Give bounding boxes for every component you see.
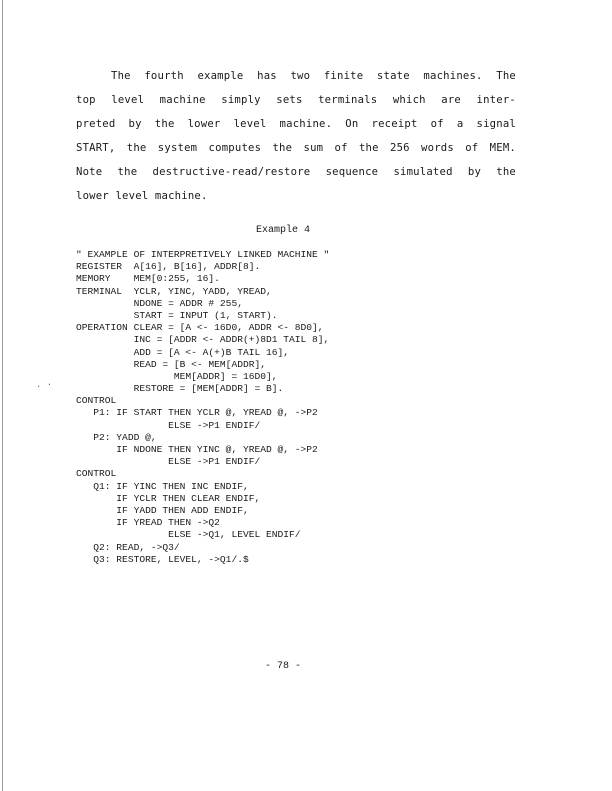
code-line: START = INPUT (1, START). <box>76 309 278 321</box>
intro-paragraph <box>76 64 516 208</box>
code-line: Q3: RESTORE, LEVEL, ->Q1/.$ <box>76 553 249 565</box>
code-line: NDONE = ADDR # 255, <box>76 297 243 309</box>
code-line: CONTROL <box>76 395 117 407</box>
code-line: P2: YADD @, <box>76 431 157 443</box>
code-listing <box>76 249 329 566</box>
margin-mark: . · <box>36 380 53 390</box>
code-line: ELSE ->Q1, LEVEL ENDIF/ <box>76 529 301 541</box>
code-line: " EXAMPLE OF INTERPRETIVELY LINKED MACHINE " <box>76 249 330 260</box>
code-line: READ = [B <- MEM[ADDR], <box>76 358 266 370</box>
example-heading: Example 4 <box>256 225 311 236</box>
code-line: Q2: READ, ->Q3/ <box>76 541 180 553</box>
code-line: ELSE ->P1 ENDIF/ <box>76 456 261 468</box>
page-number: - 78 - <box>265 661 302 672</box>
code-line: IF YADD THEN ADD ENDIF, <box>76 504 249 516</box>
code-line: ADD = [A <- A(+)B TAIL 16], <box>76 346 290 358</box>
paragraph-line: top level machine simply sets terminals which are inter- <box>76 94 516 106</box>
code-line: INC = [ADDR <- ADDR(+)8D1 TAIL 8], <box>76 334 330 346</box>
paragraph-line: lower level machine. <box>76 190 208 202</box>
code-line: IF YREAD THEN ->Q2 <box>76 517 220 529</box>
code-line: TERMINAL YCLR, YINC, YADD, YREAD, <box>76 285 272 297</box>
code-line: RESTORE = [MEM[ADDR] = B]. <box>76 383 284 395</box>
code-line: IF YCLR THEN CLEAR ENDIF, <box>76 492 261 504</box>
code-line: Q1: IF YINC THEN INC ENDIF, <box>76 480 249 492</box>
code-line: MEM[ADDR] = 16D0], <box>76 370 278 382</box>
code-line: REGISTER A[16], B[16], ADDR[8]. <box>76 261 261 273</box>
code-line: MEMORY MEM[0:255, 16]. <box>76 273 220 285</box>
paragraph-line: The fourth example has two finite state machines. The <box>111 70 516 82</box>
paragraph-line: START, the system computes the sum of the 256 words of MEM. <box>76 142 516 154</box>
code-line: OPERATION CLEAR = [A <- 16D0, ADDR <- 8D0], <box>76 322 324 334</box>
code-line: P1: IF START THEN YCLR @, YREAD @, ->P2 <box>76 407 318 419</box>
page-edge <box>2 0 3 791</box>
code-line: CONTROL <box>76 468 117 480</box>
paragraph-line: Note the destructive-read/restore sequence simulated by the <box>76 166 516 178</box>
paragraph-line: preted by the lower level machine. On receipt of a signal <box>76 118 516 130</box>
code-line: ELSE ->P1 ENDIF/ <box>76 419 261 431</box>
code-line: IF NDONE THEN YINC @, YREAD @, ->P2 <box>76 444 318 455</box>
